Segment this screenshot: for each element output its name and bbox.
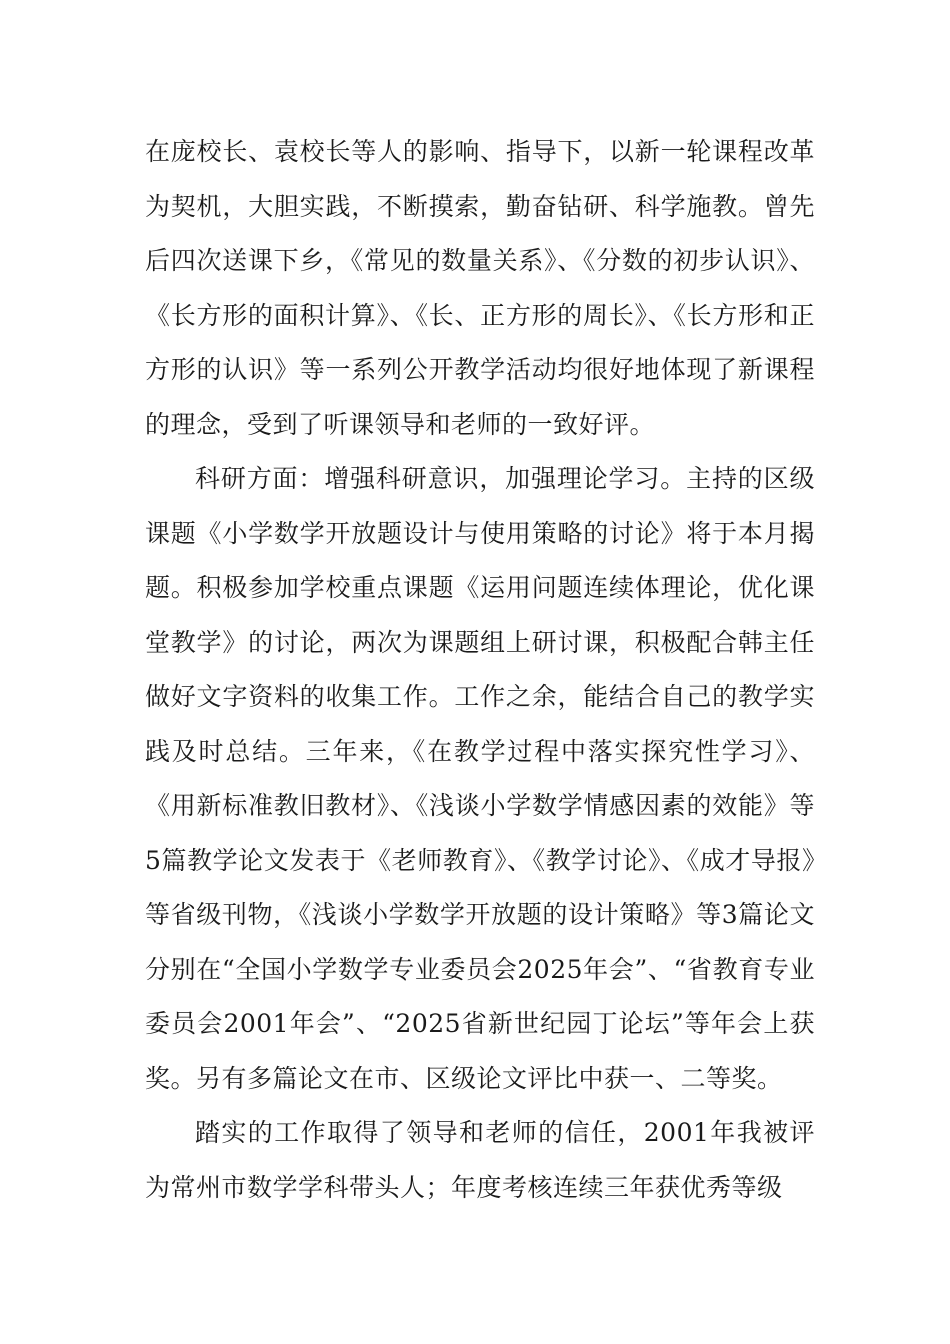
paragraph-research: 科研方面：增强科研意识，加强理论学习。主持的区级课题《小学数学开放题设计与使用策略的讨论》将于本月揭题。积极参加学校重点课题《运用问题连续体理论，优化课堂教学》的讨论，两次为课题组上研讨课，积极配合韩主任做好文字资料的收集工作。工作之余，能结合自己的教学实践及时总结。三年来，《在教学过程中落实探究性学习》、《用新标准教旧教材》、《浅谈小学数学情感因素的效能》等5篇教学论文发表于《老师教育》、《教学讨论》、《成才导报》等省级刊物，《浅谈小学数学开放题的设计策略》等3篇论文分别在“全国小学数学专业委员会2025年会”、“省教育专业委员会2001年会”、“2025省新世纪园丁论坛”等年会上获奖。另有多篇论文在市、区级论文评比中获一、二等奖。 [145, 464, 815, 1093]
document-body [145, 125, 815, 1215]
paragraph-recognition: 踏实的工作取得了领导和老师的信任，2001年我被评为常州市数学学科带头人；年度考核连续三年获优秀等级 [145, 1118, 815, 1202]
paragraph-teaching-practice: 在庞校长、袁校长等人的影响、指导下，以新一轮课程改革为契机，大胆实践，不断摸索，勤奋钻研、科学施教。曾先后四次送课下乡，《常见的数量关系》、《分数的初步认识》、《长方形的面积计算》、《长、正方形的周长》、《长方形和正方形的认识》等一系列公开教学活动均很好地体现了新课程的理念，受到了听课领导和老师的一致好评。 [145, 137, 815, 439]
